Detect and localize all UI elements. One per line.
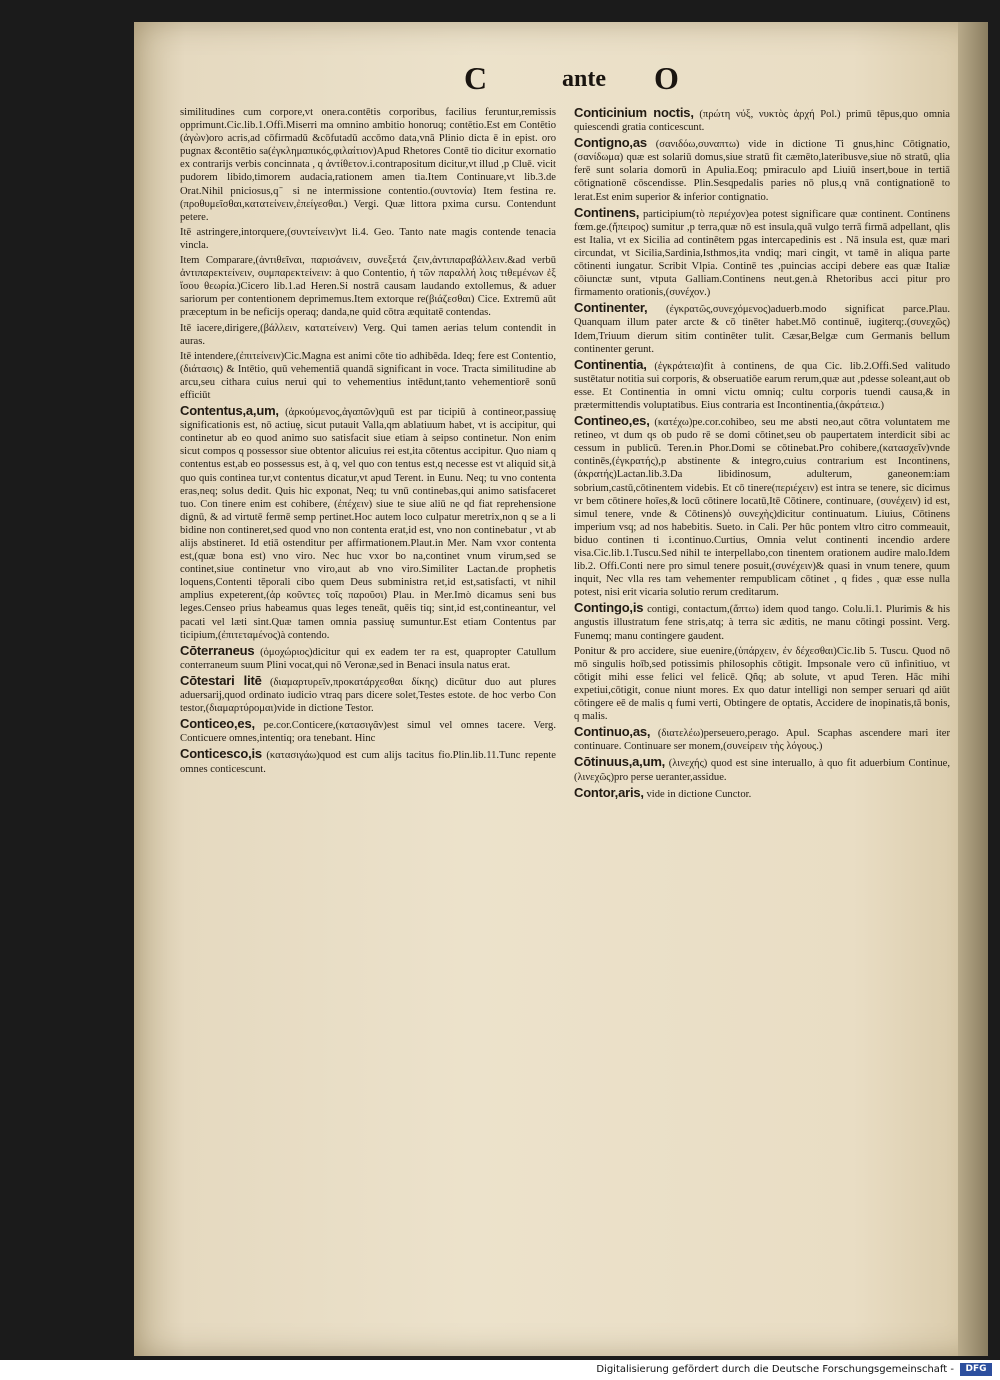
entry-headword: Continentia, — [574, 356, 647, 372]
entry-text: (ὁμοχώριος)dicitur qui ex eadem ter ra est, quapropter Catullum conterraneum suum Plini vocat,qui nō Veronæ,sed in Benaci insula natus erat. — [180, 646, 556, 671]
dictionary-entry — [180, 644, 556, 672]
dictionary-entry — [574, 106, 950, 134]
entry-text: (πρώτη νύξ, νυκτὸς ἀρχή Pol.) primū tēpus,quo omnia quiescendi gratia conticescunt. — [574, 109, 950, 134]
entry-text: (κατέχω)pe.cor.cohibeo, seu me absti neo,aut cōtra voluntatem me retineo, vt dum qs ob pudo rē se domi cōtinet,seu ob paupertatem interdicit sibi ac cessum in publicū. Teren.in Phor.Domi se cōtinebat.Pro cohibere,(κατασχεῖν)vnde continēs,(ἐγκρατής),p abstinente & integro,cuius contrarium est Incontinens, (ἀκρατής)Lactan.lib.3.Da libidinosum, adulterum, ganeonem:iam sobrium,castū,cōtinentem videbis. Et cō tinere(περιέχειν) est intra se tenere, sic dicimus vr bem cōtinere hoīes,& locū cōtinere locatū,Itē Cōtinere, continuare, (συνέχειν) id est, simul tenere, vnde & Cōtinens)ὁ συνεχὴς)dicitur continuatum. Liuius, Cōtinens imperium vsq; ad nos habebitis. Sueto. in Cali. Per hūc pontem vltro citro commeauit, biduo continen ti i.continuo.Curtius, Omnia velut continenti incendio ardere visa.Cic.lib.1.Tuscu.Sed nihil te interpellabo,con tinentem orationem audire malo.Idem lib.2. Offi.Conti nere pro simul tenere posuit,(συνέχειν)& quasi in vnum tenere, quum inquit, Nec vlla res tam vehementer rempublicam cōtinet , q fides , quæ esse nulla potest, nisi erit vicaria solutio rerum creditarum. — [574, 417, 950, 599]
entry-headword: Continenter, — [574, 300, 648, 316]
entry-text: Itē iacere,dirigere,(βάλλειν, κατατείνειν) Verg. Qui tamen aerias telum contendit in auras. — [180, 322, 556, 347]
entry-text: vide in dictione Cunctor. — [646, 788, 752, 800]
entry-headword: Cōtestari litē — [180, 672, 262, 688]
entry-headword: Cōterraneus — [180, 642, 255, 658]
entry-headword: Continens, — [574, 204, 640, 220]
entry-text: contigi, contactum,(ἅπτω) idem quod tango. Colu.li.1. Plurimis & his angustis illustratum fene stris,atq; à terra sic æditis, ne manu cōtingi possint. Verg. Funemq; manu contingere gaudent. — [574, 604, 950, 642]
entry-headword: Contor,aris, — [574, 784, 644, 800]
dictionary-entry — [180, 106, 556, 224]
dictionary-entry — [574, 301, 950, 355]
entry-text: (σανιδόω,συναπτω) vide in dictione Ti gnus,hinc Cōtignatio,(σανίδωμα) quæ est solariū domus,siue stratū fit cæmēto,lateribusve,siue nō stratū, qlia ferē sunt solaria domorū in Apulia.Eoq; pmiraculo apd Liuiū insert,boue in tertiā cōtignationē cōscendisse. Plin.Sesqpedalis paries nō plus,q vnā contignationē to lerat.Est enim superior & inferior contignatio. — [574, 139, 950, 203]
entry-text: (διατελέω)perseuero,perago. Apul. Scaphas ascendere mari iter continuare. Continuare ser monem,(συνείρειν τὴς λόγους.) — [574, 728, 950, 753]
entry-text: Ponitur & pro accidere, siue euenire,(ὑπάρχειν, ἐν δέχεσθαι)Cic.lib 5. Tuscu. Quod nō mō singulis hoīb,sed potissimis philosophis cōtigit. Impsonale vero cū infinitiuo, vt cōtigit mihi esse felici vel felicē. Qñq; ab solute, vt apud Teren. Hāc mihi expetiui,cōtigit, conue niunt mores. Ex quo datur intelligi non semper seruari qd aiūt cōtingere eē de malis q fumi verti, Obtingere de optatis, Accidere de inopinatis,tā bonis, q malis. — [574, 645, 950, 723]
dictionary-entry — [180, 226, 556, 252]
entry-headword: Conticinium noctis, — [574, 106, 694, 120]
entry-headword: Conticesco,is — [180, 746, 262, 762]
entry-headword: Conticeo,es, — [180, 716, 255, 732]
left-column — [180, 106, 556, 1306]
dictionary-entry — [180, 674, 556, 715]
entry-text: (ἐγκράτεια)fit à continens, de qua Cic. lib.2.Offi.Sed valitudo sustētatur notitia sui corporis, & obseruatiōe earum rerum,quæ aut ,pdesse soleant,aut ob esse. Et Continentia in omni victu omniq; cultu corporis tuendi causa,& in prætermittendis voluptatibus. Eius contraria est Incontinentia,(ἀκράτεια.) — [574, 360, 950, 411]
entry-text: Itē astringere,intorquere,(συντείνειν)vt li.4. Geo. Tanto nate magis contende tenacia vincla. — [180, 226, 556, 251]
dictionary-entry — [574, 601, 950, 642]
header-letter-left: C — [464, 60, 488, 96]
funding-notice: Digitalisierung gefördert durch die Deutsche Forschungsgemeinschaft - — [596, 1364, 954, 1375]
dictionary-entry — [574, 725, 950, 753]
footer-bar — [0, 1360, 1000, 1380]
dictionary-entry — [574, 755, 950, 783]
entry-text: (λινεχής) quod est sine interuallo, à quo fit aduerbium Continue,(λινεχῶς)pro perse ueranter,assidue. — [574, 758, 950, 783]
dictionary-entry — [180, 747, 556, 775]
entry-headword: Contentus,a,um, — [180, 403, 279, 419]
entry-headword: Continuo,as, — [574, 724, 651, 740]
entry-headword: Contingo,is — [574, 600, 644, 616]
page-header — [134, 58, 980, 102]
entry-headword: Cōtinuus,a,um, — [574, 754, 666, 770]
entry-text: Item Comparare,(ἀντιθεῖναι, παρισάνειν, συνεξετά ζειν,ἀντιπαραβάλλειν.&ad verbū ἀντιπαρεκτείνειν, συμπαρεκτείνειν: à quo Contentio, ἡ τῶν παραλλή λοις τιθεμένων ἐξ ἴσου θεωρία.)Cicero lib.1.ad Heren.Si nostrā causam laudando extollemus, & aduer sariorum per contentionem deprimemus.Item extorque re(βιάζεσθαι) Cice. Extremū aūt præceptum in be neficijs operaq; danda,ne quid cōtra æquitatē contendas. — [180, 255, 556, 319]
entry-text: similitudines cum corpore,vt onera.contētis corporibus, facilius feruntur,remissis opprimunt.Cic.lib.1.Offi.Miserri ma omnino ambitio honoruq; contētio.Est em Contētio (ἀγὼν)oro acris,ad cōfirmadū &cōfutadū accōmo data,vnā Plinio dicta ē in epist. oro pugnax &contētio sa(ἐγκλημαπικός,φιλαίτιον)Apud Rhetores Contē tio dicitur exornatio ex contrarijs verbis concinnata , q ἀντίθετον.i.contrapositum dicitur,vt illud ,p Cluē. vicit pudorem libido,timorem audacia,rationem amen tia.Item Continuare,vt lib.3.de Orat.Nihil pniciosus,q ̄ si ne intermissione contentio.(συντονία) Item festina re.(προθυμεῖσθαι,κατατείνειν,ἐπείγεσθαι.) Vergi. Quæ littora pxima cursu. Contendunt petere. — [180, 107, 556, 223]
header-letter-right: O — [654, 60, 679, 96]
entry-text: (ἐγκρατῶς,συνεχόμενος)aduerb.modo significat parce.Plau. Quanquam illum pater arcte & cō tinēter habet.Mō continuē, iugiterq;.(συνεχῶς) Idem,Triuum dierum sitim continēter tulit. Cæsar,Belgæ cum Germanis bellum continenter gerunt. — [574, 304, 950, 355]
dictionary-entry — [180, 350, 556, 402]
dictionary-entry — [180, 254, 556, 319]
dictionary-entry — [574, 414, 950, 599]
dictionary-entry — [180, 717, 556, 745]
dictionary-entry — [574, 136, 950, 203]
entry-text: (διαμαρτυρεῖν,προκατάρχεσθαι δίκης) dicūtur duo aut plures aduersarij,quod ordinato iudicio vtraq pars dicere solet,Testes estote. de hoc verbo Con testor,(διαμαρτύρομαι)vide in dictione Testor. — [180, 676, 556, 715]
book-page — [134, 22, 980, 1356]
right-column — [574, 106, 950, 1306]
dictionary-entry — [574, 358, 950, 412]
dictionary-entry — [180, 322, 556, 348]
dictionary-entry — [574, 786, 950, 801]
entry-text: pe.cor.Conticere,(κατασιγᾶν)est simul vel omnes tacere. Verg. Conticuere omnes,intentiq; ora tenebant. Hinc — [180, 720, 556, 745]
page-edge — [958, 22, 988, 1356]
dictionary-entry — [574, 645, 950, 724]
entry-text: (ἀρκούμενος,ἀγαπῶν)quū est par ticipiū à contineor,passiuę significationis est, nō actiuę, sicut putauit Valla,qm ablatiuum habet, vt is accipitur, qui continetur ab eo quod animo suo satisfacit siue etiam à seipso continetur. Non enim sicut compos q possessor siue obtentor alicuius rei est,ita cōtentus accipitur. Quo niam q contentus est,ab eo possessus est, à q, vel quo con tentus est,q necesse est vt aliquid sit,à quo quis continea tur,vt contentus dicatur,vt apud Terent. in Eunu. Neq; tu vno contenta eras,neq; solus dedit. Quis hic exponat, Neq; tu vnū continebas,qui animo satisfaceret tuo. Con tinere enim est cohibere, (ἐπέχειν) siue te siue aliū ne qd fiat reprehensione dignū, & ad virtutē fermē semp pertinet.Hoc autem loco culpatur meretrix,non q se a li bidine non contineret,sed quod vno non contenta erat,id est, vno non continebatur , vt ab alijs abstineret. Id etiā ostenditur per affirmationem.Plaut.in Mer. Nam vxor contenta est,(quæ bona est) vno viro. Nec huc vxor bo na,continet vnum virum,sed se continet,siue continetur vno viro,aut ab vno viro.Similiter Lactan.de prophetis loquens,Contenti tēporali cibo quem Deus subministra ret,id est,satisfacti, vt nihil amplius expeterent,(ἀρ κοῦντες τοῖς παροῦσι) Plau. in Mer.Imò dicamus seni bus leges.Censeo prius habeamus quas leges teneāt, quēis tiq; sint,id est,contineantur, vel pacati vel læti sint.Quæ tamen omnia passiuę sumuntur.Est etiam Contentus par ticipium,(ἐπιτεταμένος)à contendo. — [180, 407, 556, 641]
entry-text: Itē intendere,(ἐπιτείνειν)Cic.Magna est animi cōte tio adhibēda. Ideq; fere est Contentio, (διάτασις) & Intētio, quū vehementiā quandā significant in voce. Tracta similitudine ab arcu,seu cithara cuius nerui qui to vehementius intēdunt,tanto vehementiorē sonū efficiūt — [180, 350, 556, 401]
dfg-logo: DFG — [960, 1363, 992, 1376]
entry-text: (κατασιγάω)quod est cum alijs tacitus fio.Plin.lib.11.Tunc repente omnes conticescunt. — [180, 750, 556, 775]
dictionary-entry — [180, 404, 556, 642]
header-word: ante — [562, 66, 606, 92]
dictionary-entry — [574, 206, 950, 300]
entry-headword: Contigno,as — [574, 135, 647, 151]
entry-text: participium(τὸ περιέχον)ea potest significare quæ continent. Continens fœm.ge.(ἤπειρος) sumitur ,p terra,quæ nō est insula,quā vulgo terrā firmā adpellant, qlis est Italia, vt ex Sicilia ad continētem pgas intercapedinis est . Nā insula est, quæ mari circundat, vt Sicilia,Sardinia,Isthmos,ita vndiq; mari cingit, vt tamē in aliqua parte cōtinenti iungatur. Scribit Vlpia. Continē tes ,puincias accipi debere eas quæ Italiæ cōiunctæ sunt, vtputa Galliam.Continens neut.gen.à Rhetoribus acci pitur pro firmamento orationis,(συνέχον.) — [574, 208, 950, 299]
entry-headword: Contineo,es, — [574, 413, 650, 429]
